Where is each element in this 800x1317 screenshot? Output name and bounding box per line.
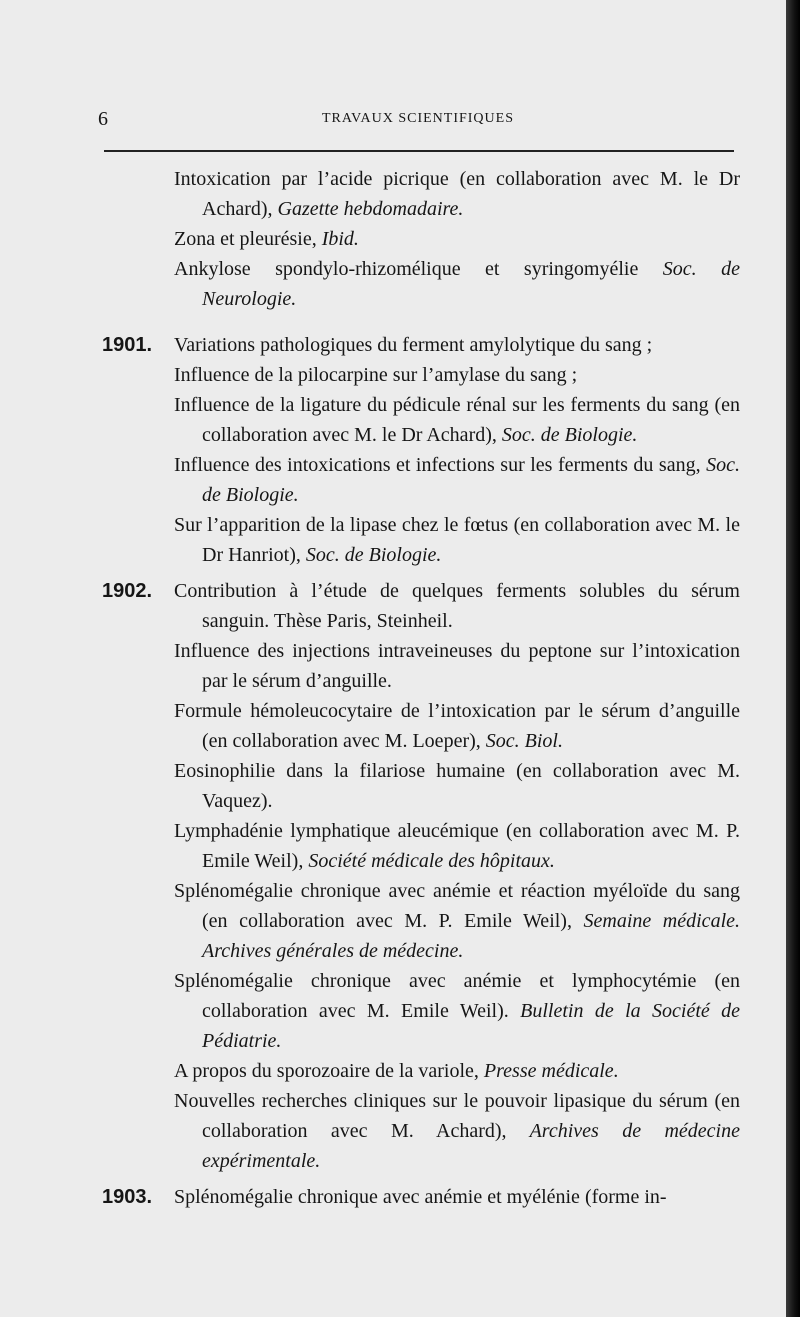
publication-entry: Influence des injections intraveineuses du peptone sur l’intoxication par le sérum d’anguille. <box>174 640 740 692</box>
publication-list <box>104 164 740 1212</box>
year-block-1903 <box>104 1182 740 1212</box>
publication-entry: Lymphadénie lymphatique aleucémique (en collaboration avec M. P. Emile Weil), Société médicale des hôpitaux. <box>174 820 740 872</box>
publication-entry: Ankylose spondylo-rhizomélique et syringomyélie Soc. de Neurologie. <box>174 258 740 310</box>
publication-entry: Intoxication par l’acide picrique (en collaboration avec M. le Dr Achard), Gazette hebdomadaire. <box>174 168 740 220</box>
running-title: TRAVAUX SCIENTIFIQUES <box>321 111 514 126</box>
year-block-continuation <box>104 164 740 314</box>
page-header <box>98 108 738 138</box>
publication-entry: Nouvelles recherches cliniques sur le pouvoir lipasique du sérum (en collaboration avec M. Achard), Archives de médecine expérimentale. <box>174 1090 740 1172</box>
publication-entry: Splénomégalie chronique avec anémie et myélénie (forme in- <box>174 1186 667 1208</box>
page-edge-shadow <box>786 0 800 1317</box>
publication-entry: A propos du sporozoaire de la variole, Presse médicale. <box>174 1060 619 1082</box>
year-label: 1903. <box>102 1186 153 1208</box>
publication-entry: Eosinophilie dans la filariose humaine (en collaboration avec M. Vaquez). <box>174 760 740 812</box>
publication-entry: Formule hémoleucocytaire de l’intoxication par le sérum d’anguille (en collaboration avec M. Loeper), Soc. Biol. <box>174 700 740 752</box>
publication-entry: Variations pathologiques du ferment amylolytique du sang ; <box>174 334 653 356</box>
year-block-1902 <box>104 576 740 1176</box>
year-label: 1902. <box>102 580 153 602</box>
publication-entry: Splénomégalie chronique avec anémie et lymphocytémie (en collaboration avec M. Emile Weil). Bulletin de la Société de Pédiatrie. <box>174 970 741 1052</box>
year-block-1901 <box>104 330 740 570</box>
publication-entry: Splénomégalie chronique avec anémie et réaction myéloïde du sang (en collaboration avec M. P. Emile Weil), Semaine médicale. Archives générales de médecine. <box>174 880 740 962</box>
page-number: 6 <box>98 108 108 130</box>
publication-entry: Contribution à l’étude de quelques ferments solubles du sérum sanguin. Thèse Paris, Steinheil. <box>174 580 740 632</box>
header-rule <box>104 150 734 152</box>
publication-entry: Influence des intoxications et infections sur les ferments du sang, Soc. de Biologie. <box>174 454 740 506</box>
publication-entry: Influence de la ligature du pédicule rénal sur les ferments du sang (en collaboration avec M. le Dr Achard), Soc. de Biologie. <box>174 394 740 446</box>
year-label: 1901. <box>102 334 153 356</box>
publication-entry: Zona et pleurésie, Ibid. <box>174 228 359 250</box>
publication-entry: Influence de la pilocarpine sur l’amylase du sang ; <box>174 364 578 386</box>
publication-entry: Sur l’apparition de la lipase chez le fœtus (en collaboration avec M. le Dr Hanriot), Soc. de Biologie. <box>174 514 740 566</box>
